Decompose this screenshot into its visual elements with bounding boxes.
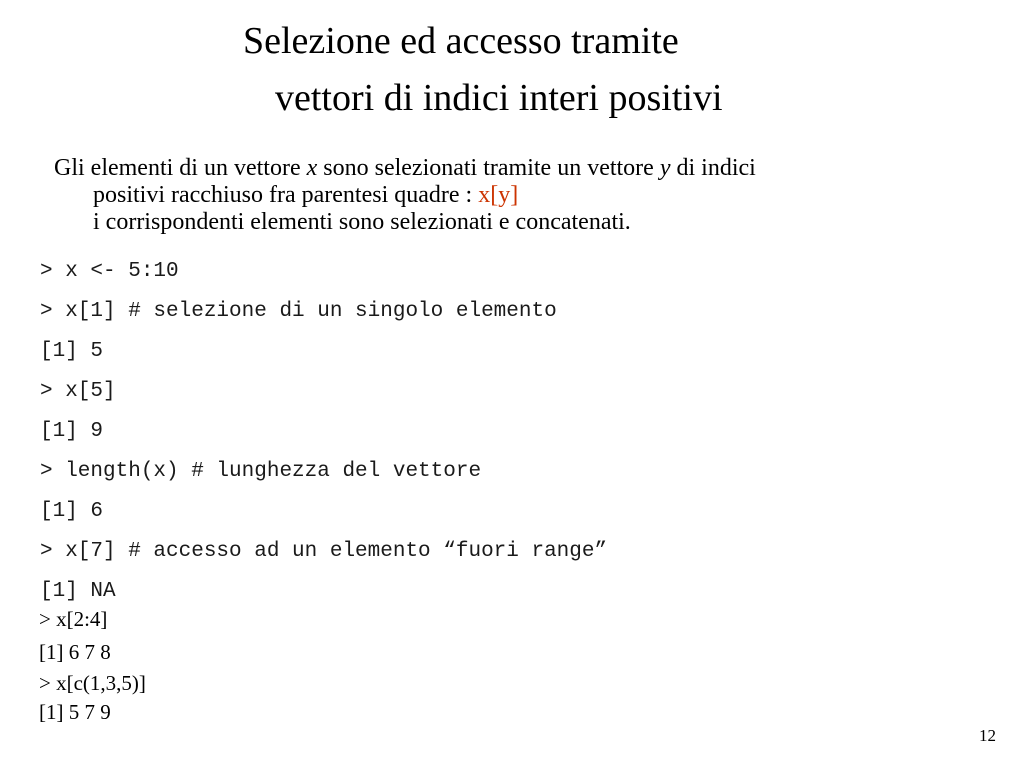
code-line: > length(x) # lunghezza del vettore [40, 460, 482, 483]
intro-line-2 [93, 183, 518, 207]
intro-code-highlight: x[y] [478, 182, 519, 208]
intro-var-x: x [306, 155, 318, 181]
intro-text: positivi racchiuso fra parentesi quadre : [93, 182, 479, 208]
plain-code-line: > x[c(1,3,5)] [39, 671, 146, 695]
intro-text: Gli elementi di un vettore [54, 155, 307, 181]
page-number: 12 [979, 726, 996, 745]
plain-output-line: [1] 6 7 8 [39, 640, 111, 664]
intro-var-y: y [659, 155, 671, 181]
code-output-line: [1] 6 [40, 500, 104, 523]
code-output-line: [1] 5 [40, 340, 104, 363]
plain-output-line: [1] 5 7 9 [39, 700, 111, 724]
intro-line-3: i corrispondenti elementi sono selezionati e concatenati. [93, 209, 631, 235]
slide-title-line-1: Selezione ed accesso tramite [243, 20, 679, 62]
code-line: > x[7] # accesso ad un elemento “fuori range” [40, 540, 608, 563]
intro-text: sono selezionati tramite un vettore [317, 155, 660, 181]
code-output-line: [1] NA [40, 580, 116, 603]
intro-line-1 [54, 156, 756, 180]
intro-text: di indici [670, 155, 756, 181]
slide-title-line-2: vettori di indici interi positivi [275, 77, 723, 119]
code-output-line: [1] 9 [40, 420, 104, 443]
code-line: > x[1] # selezione di un singolo elemento [40, 300, 557, 323]
plain-code-line: > x[2:4] [39, 607, 108, 631]
code-line: > x[5] [40, 380, 116, 403]
code-line: > x <- 5:10 [40, 260, 179, 283]
